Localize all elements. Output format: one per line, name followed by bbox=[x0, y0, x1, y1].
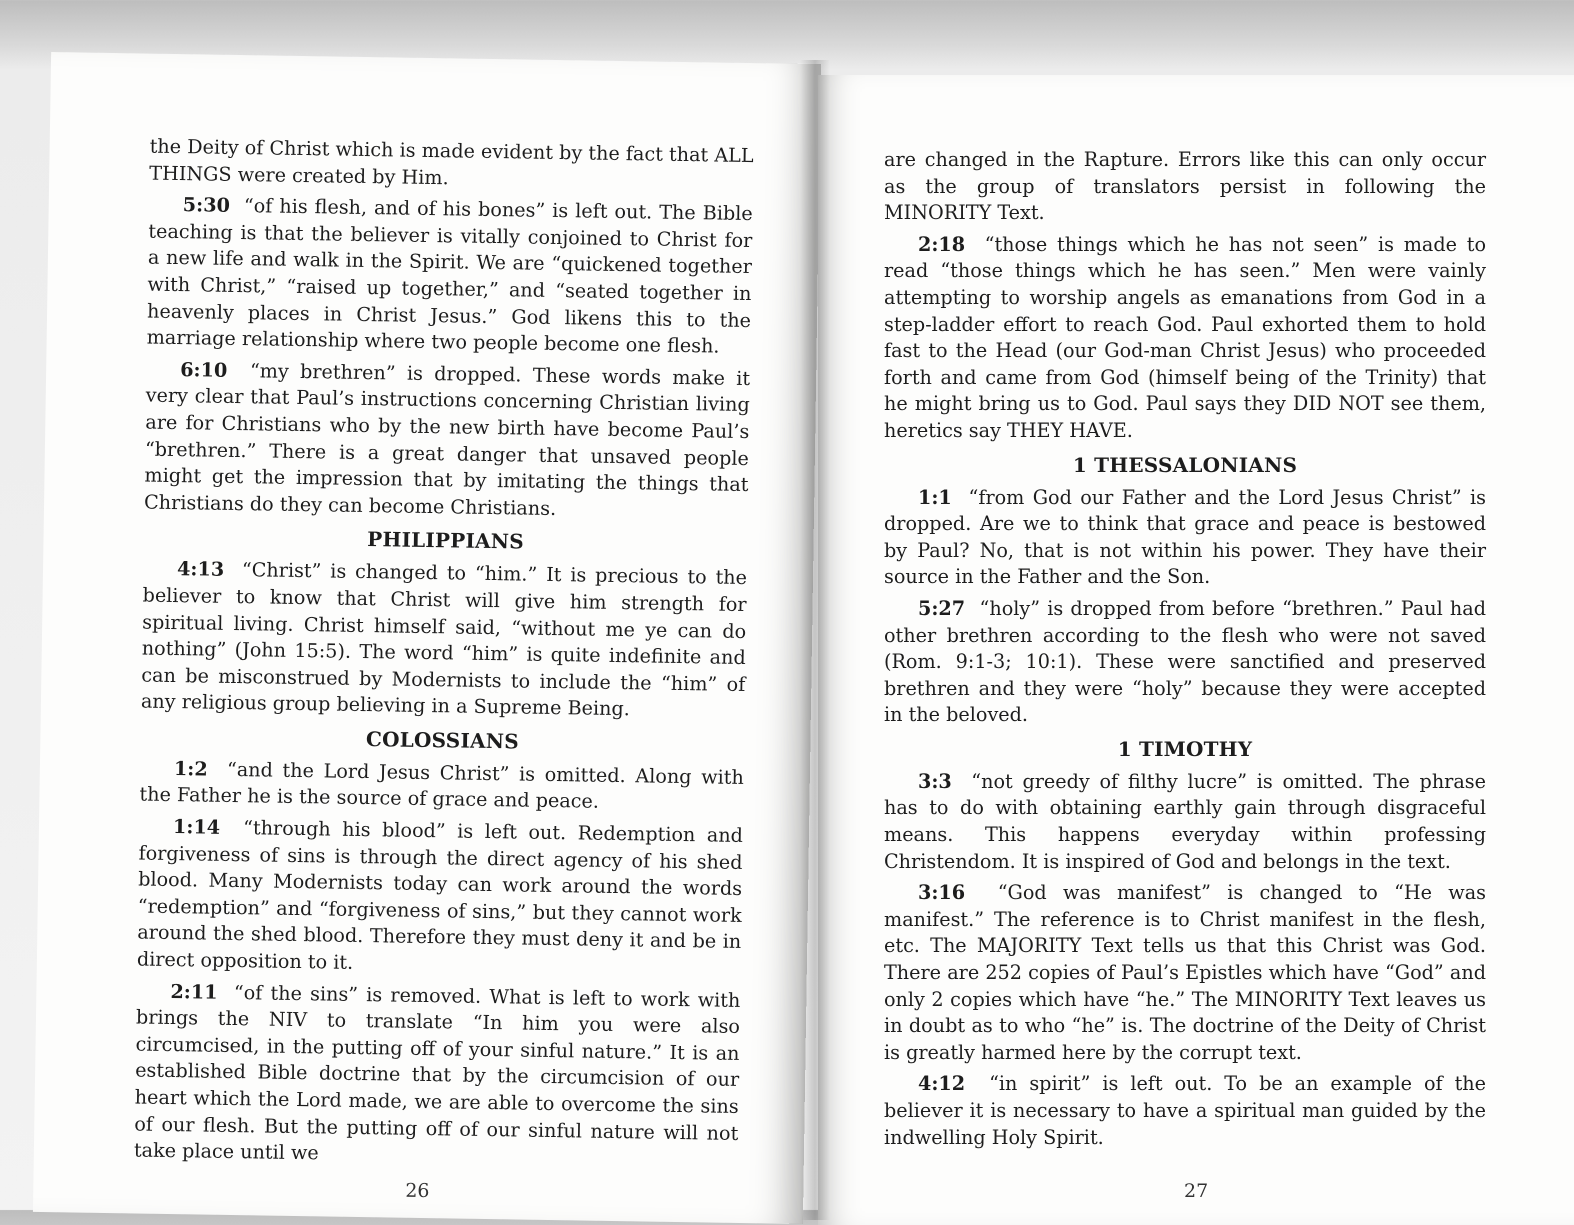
verse-note-text: “holy” is dropped from before “brethren.” Paul had other brethren according to the flesh who were not saved (Rom. 9:1-3; 10:1). These were sanctified and preserved brethren and they were “holy” because they were accepted in the beloved. bbox=[884, 596, 1486, 727]
verse-note bbox=[141, 556, 747, 725]
paragraph: are changed in the Rapture. Errors like this can only occur as the group of translators persist in following the MINORITY Text. bbox=[884, 148, 1486, 225]
book-gutter bbox=[800, 60, 830, 1220]
left-page-text bbox=[134, 134, 754, 1179]
verse-note-text: “God was manifest” is changed to “He was manifest.” The reference is to Christ manifest in the flesh, etc. The MAJORITY Text tells us that this Christ was God. There are 252 copies of Paul’s Epistles which have “God” and only 2 copies which have “he.” The MINORITY Text leaves us in doubt as to who “he” is. The doctrine of the Deity of Christ is greatly harmed here by the corrupt text. bbox=[884, 881, 1486, 1064]
verse-reference: 4:13 bbox=[176, 557, 225, 582]
verse-note-text: “in spirit” is left out. To be an example of the believer it is necessary to have a spiritual man guided by the indwelling Holy Spirit. bbox=[884, 1072, 1486, 1149]
verse-note-text: “those things which he has not seen” is made to read “those things which he has seen.” Men were vainly attempting to worship angels as emanations from God in a step-ladder effort to reach God. Paul exhorted them to hold fast to the Head (our God-man Christ Jesus) who proceeded forth and came from God (himself being of the Trinity) that he might bring us to God. Paul says they DID NOT see them, heretics say THEY HAVE. bbox=[884, 232, 1486, 442]
paragraph: the Deity of Christ which is made evident by the fact that ALL THINGS were created by Him. bbox=[149, 134, 754, 189]
verse-note-text: “of his flesh, and of his bones” is left out. The Bible teaching is that the believer is vitally conjoined to Christ for a new life and walk in the Spirit. We are “quickened together with Christ,” “raised up together,” and “seated together in heavenly places in Christ Jesus.” God likens this to the marriage relationship where two people become one flesh. bbox=[146, 194, 753, 358]
verse-reference: 5:27 bbox=[918, 596, 966, 620]
verse-reference: 2:18 bbox=[918, 232, 966, 256]
section-heading: COLOSSIANS bbox=[365, 726, 520, 754]
verse-note-text: “Christ” is changed to “him.” It is precious to the believer to know that Christ will give him strength for spiritual living. Christ himself said, “without me ye can do nothing” (John 15:5). The word “him” is quite indefinite and can be misconstrued by Modernists to include the “him” of any religious group believing in a Supreme Being. bbox=[140, 558, 748, 721]
verse-note bbox=[884, 1071, 1486, 1151]
right-page bbox=[818, 75, 1574, 1225]
section-heading: PHILIPPIANS bbox=[367, 527, 525, 554]
verse-note-text: “from God our Father and the Lord Jesus Christ” is dropped. Are we to think that grace and peace is bestowed by Paul? No, that is not within his power. They have their source in the Father and the Son. bbox=[884, 485, 1486, 589]
verse-note bbox=[884, 232, 1486, 445]
verse-reference: 3:16 bbox=[918, 881, 966, 905]
verse-note-text: “my brethren” is dropped. These words make it very clear that Paul’s instructions concerning Christian living are for Christians who by the new birth have become Paul’s “brethren.” There is a great danger that unsaved people might get the impression that by imitating the things that Christians do they can become Christians. bbox=[143, 358, 751, 520]
verse-note bbox=[139, 755, 744, 818]
verse-note bbox=[134, 978, 741, 1174]
verse-reference: 1:2 bbox=[173, 756, 208, 781]
right-page-text bbox=[884, 147, 1486, 1156]
page-number: 27 bbox=[1184, 1180, 1209, 1202]
verse-note bbox=[884, 880, 1486, 1066]
verse-reference: 1:14 bbox=[172, 815, 221, 839]
verse-note bbox=[146, 192, 752, 361]
verse-note bbox=[884, 769, 1486, 875]
verse-reference: 1:1 bbox=[918, 485, 952, 509]
section-heading: 1 THESSALONIANS bbox=[1072, 452, 1298, 477]
verse-note bbox=[884, 485, 1486, 591]
verse-reference: 3:3 bbox=[918, 769, 952, 793]
verse-note bbox=[137, 814, 743, 983]
page-number: 26 bbox=[405, 1179, 430, 1203]
verse-reference: 4:12 bbox=[918, 1072, 966, 1096]
verse-note-text: “and the Lord Jesus Christ” is omitted. Along with the Father he is the source of grace and peace. bbox=[139, 757, 745, 814]
verse-note-text: “through his blood” is left out. Redemption and forgiveness of sins is through the direct agency of his shed blood. Many Modernists today can work around the words “redemption” and “forgiveness of sins,” but they cannot work around the shed blood. Therefore they must deny it and be in direct opposition to it. bbox=[136, 816, 744, 974]
verse-note-text: “of the sins” is removed. What is left to work with brings the NIV to translate “In him you were also circumcised, in the putting off of your sinful nature.” It is an established Bible doctrine that by the circumcision of our heart which the Lord made, we are able to overcome the sins of our flesh. But the putting off of our sinful nature will not take place until we bbox=[133, 980, 741, 1165]
verse-note bbox=[884, 596, 1486, 729]
section-heading: 1 TIMOTHY bbox=[1117, 736, 1253, 761]
verse-note-text: “not greedy of filthy lucre” is omitted. The phrase has to do with obtaining earthly gain through disgraceful means. This happens everyday within professing Christendom. It is inspired of God and belongs in the text. bbox=[884, 769, 1486, 873]
left-page bbox=[33, 52, 821, 1224]
verse-reference: 5:30 bbox=[182, 193, 231, 218]
verse-reference: 6:10 bbox=[180, 357, 228, 382]
verse-reference: 2:11 bbox=[170, 979, 218, 1004]
verse-note bbox=[144, 356, 750, 525]
